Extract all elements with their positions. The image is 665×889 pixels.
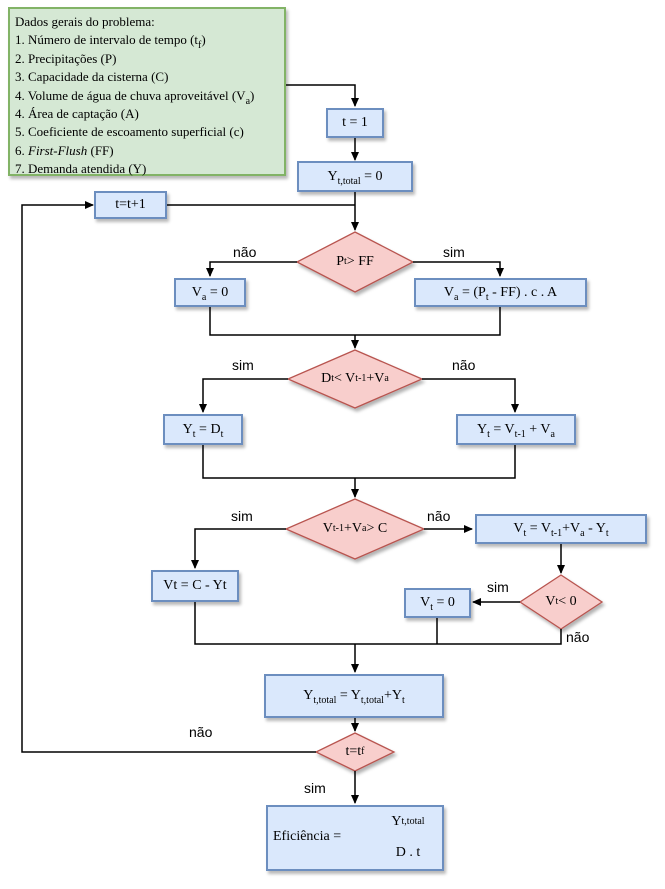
data-item: 3. Capacidade da cisterna (C) <box>15 69 169 85</box>
ytotal-accumulate-label: $Y_{t,total} = Y_{t,total}+Y_t$ <box>303 688 405 706</box>
ytotal-accumulate-box <box>264 674 444 718</box>
edge-vtc-merge <box>195 602 355 644</box>
edge-label-no: não <box>427 508 451 524</box>
efficiency-numerator: Y t,total <box>391 814 425 829</box>
general-data-box <box>8 7 286 176</box>
yt-demand-label: $Y_t = D_t$ <box>182 421 224 440</box>
data-item: 5. Coeficiente de escoamento superficial (c) <box>15 124 244 140</box>
edge-label-no: não <box>452 357 476 373</box>
data-item: 7. Demanda atendida (Y) <box>15 161 147 177</box>
init-ytotal-box <box>297 161 413 192</box>
edge-d4-no <box>355 629 561 644</box>
edge-label-no: não <box>233 244 257 260</box>
vt-calc-label: $V_t = V_{t-1}+V_a - Y_t$ <box>513 521 609 539</box>
decision-capacity-label: V t-1 +V a > C <box>322 521 388 536</box>
edge-d3-yes <box>195 529 286 568</box>
va-calc-label: $V_a = (P_t - FF)$ . c . A <box>443 284 558 303</box>
edge-label-yes: sim <box>231 508 253 524</box>
data-item: 4. Área de captação (A) <box>15 106 139 122</box>
decision-volume-negative-label: V t < 0 <box>545 594 577 609</box>
vt-capacity-box <box>151 570 239 602</box>
init-ytotal-label: $Y_{t,total} = 0$ <box>327 168 383 187</box>
yt-demand-box <box>163 414 243 445</box>
edge-label-yes: sim <box>443 244 465 260</box>
data-box-title: Dados gerais do problema: <box>15 14 155 29</box>
increment-t-box <box>94 191 167 219</box>
va-zero-label: $V_a = 0$ <box>191 284 229 303</box>
edge-yd-merge <box>203 445 355 478</box>
data-item: 6. First-Flush (FF) <box>15 142 114 158</box>
vt-zero-label: $V_t = 0$ <box>420 595 455 613</box>
edge-label-yes: sim <box>304 780 326 796</box>
edge-d1-yes <box>413 262 500 276</box>
edge-d2-yes <box>203 379 288 412</box>
efficiency-label: Eficiência = <box>273 829 342 844</box>
increment-t-label: t=t+1 <box>115 197 146 212</box>
edge-d2-no <box>422 379 515 412</box>
yt-volume-label: $Y_t = V_{t-1} + V_a$ <box>477 421 555 440</box>
data-item: 1. Número de intervalo de tempo $(t_f)$ <box>15 32 206 52</box>
edge-label-no: não <box>189 724 213 740</box>
data-item: 4. Volume de água de chuva aproveitável $(V_a)$ <box>15 87 255 107</box>
edge-yv-merge <box>355 445 515 478</box>
edge-data-to-t1 <box>286 85 355 106</box>
decision-final-time-label: t=t f <box>345 744 365 759</box>
efficiency-denominator: D . t <box>395 845 421 860</box>
edge-vacalc-merge <box>355 307 500 335</box>
va-calc-box <box>414 278 587 307</box>
vt-zero-box <box>404 588 471 618</box>
edge-label-yes: sim <box>487 579 509 595</box>
init-t-label: t = 1 <box>342 115 368 130</box>
vt-capacity-label: Vt = C - Yt <box>163 578 227 593</box>
decision-demand-label: D t < V t-1 +V a <box>321 371 389 386</box>
edge-label-no: não <box>566 629 590 645</box>
va-zero-box <box>174 278 246 307</box>
edge-d1-no <box>210 262 297 276</box>
decision-precipitation-label: P t > FF <box>336 254 374 269</box>
edge-label-yes: sim <box>232 357 254 373</box>
edge-va0-merge <box>210 307 355 335</box>
init-t-box <box>326 108 384 138</box>
vt-calc-box <box>475 514 647 544</box>
data-item: 2. Precipitações (P) <box>15 50 117 66</box>
yt-volume-box <box>456 414 576 445</box>
